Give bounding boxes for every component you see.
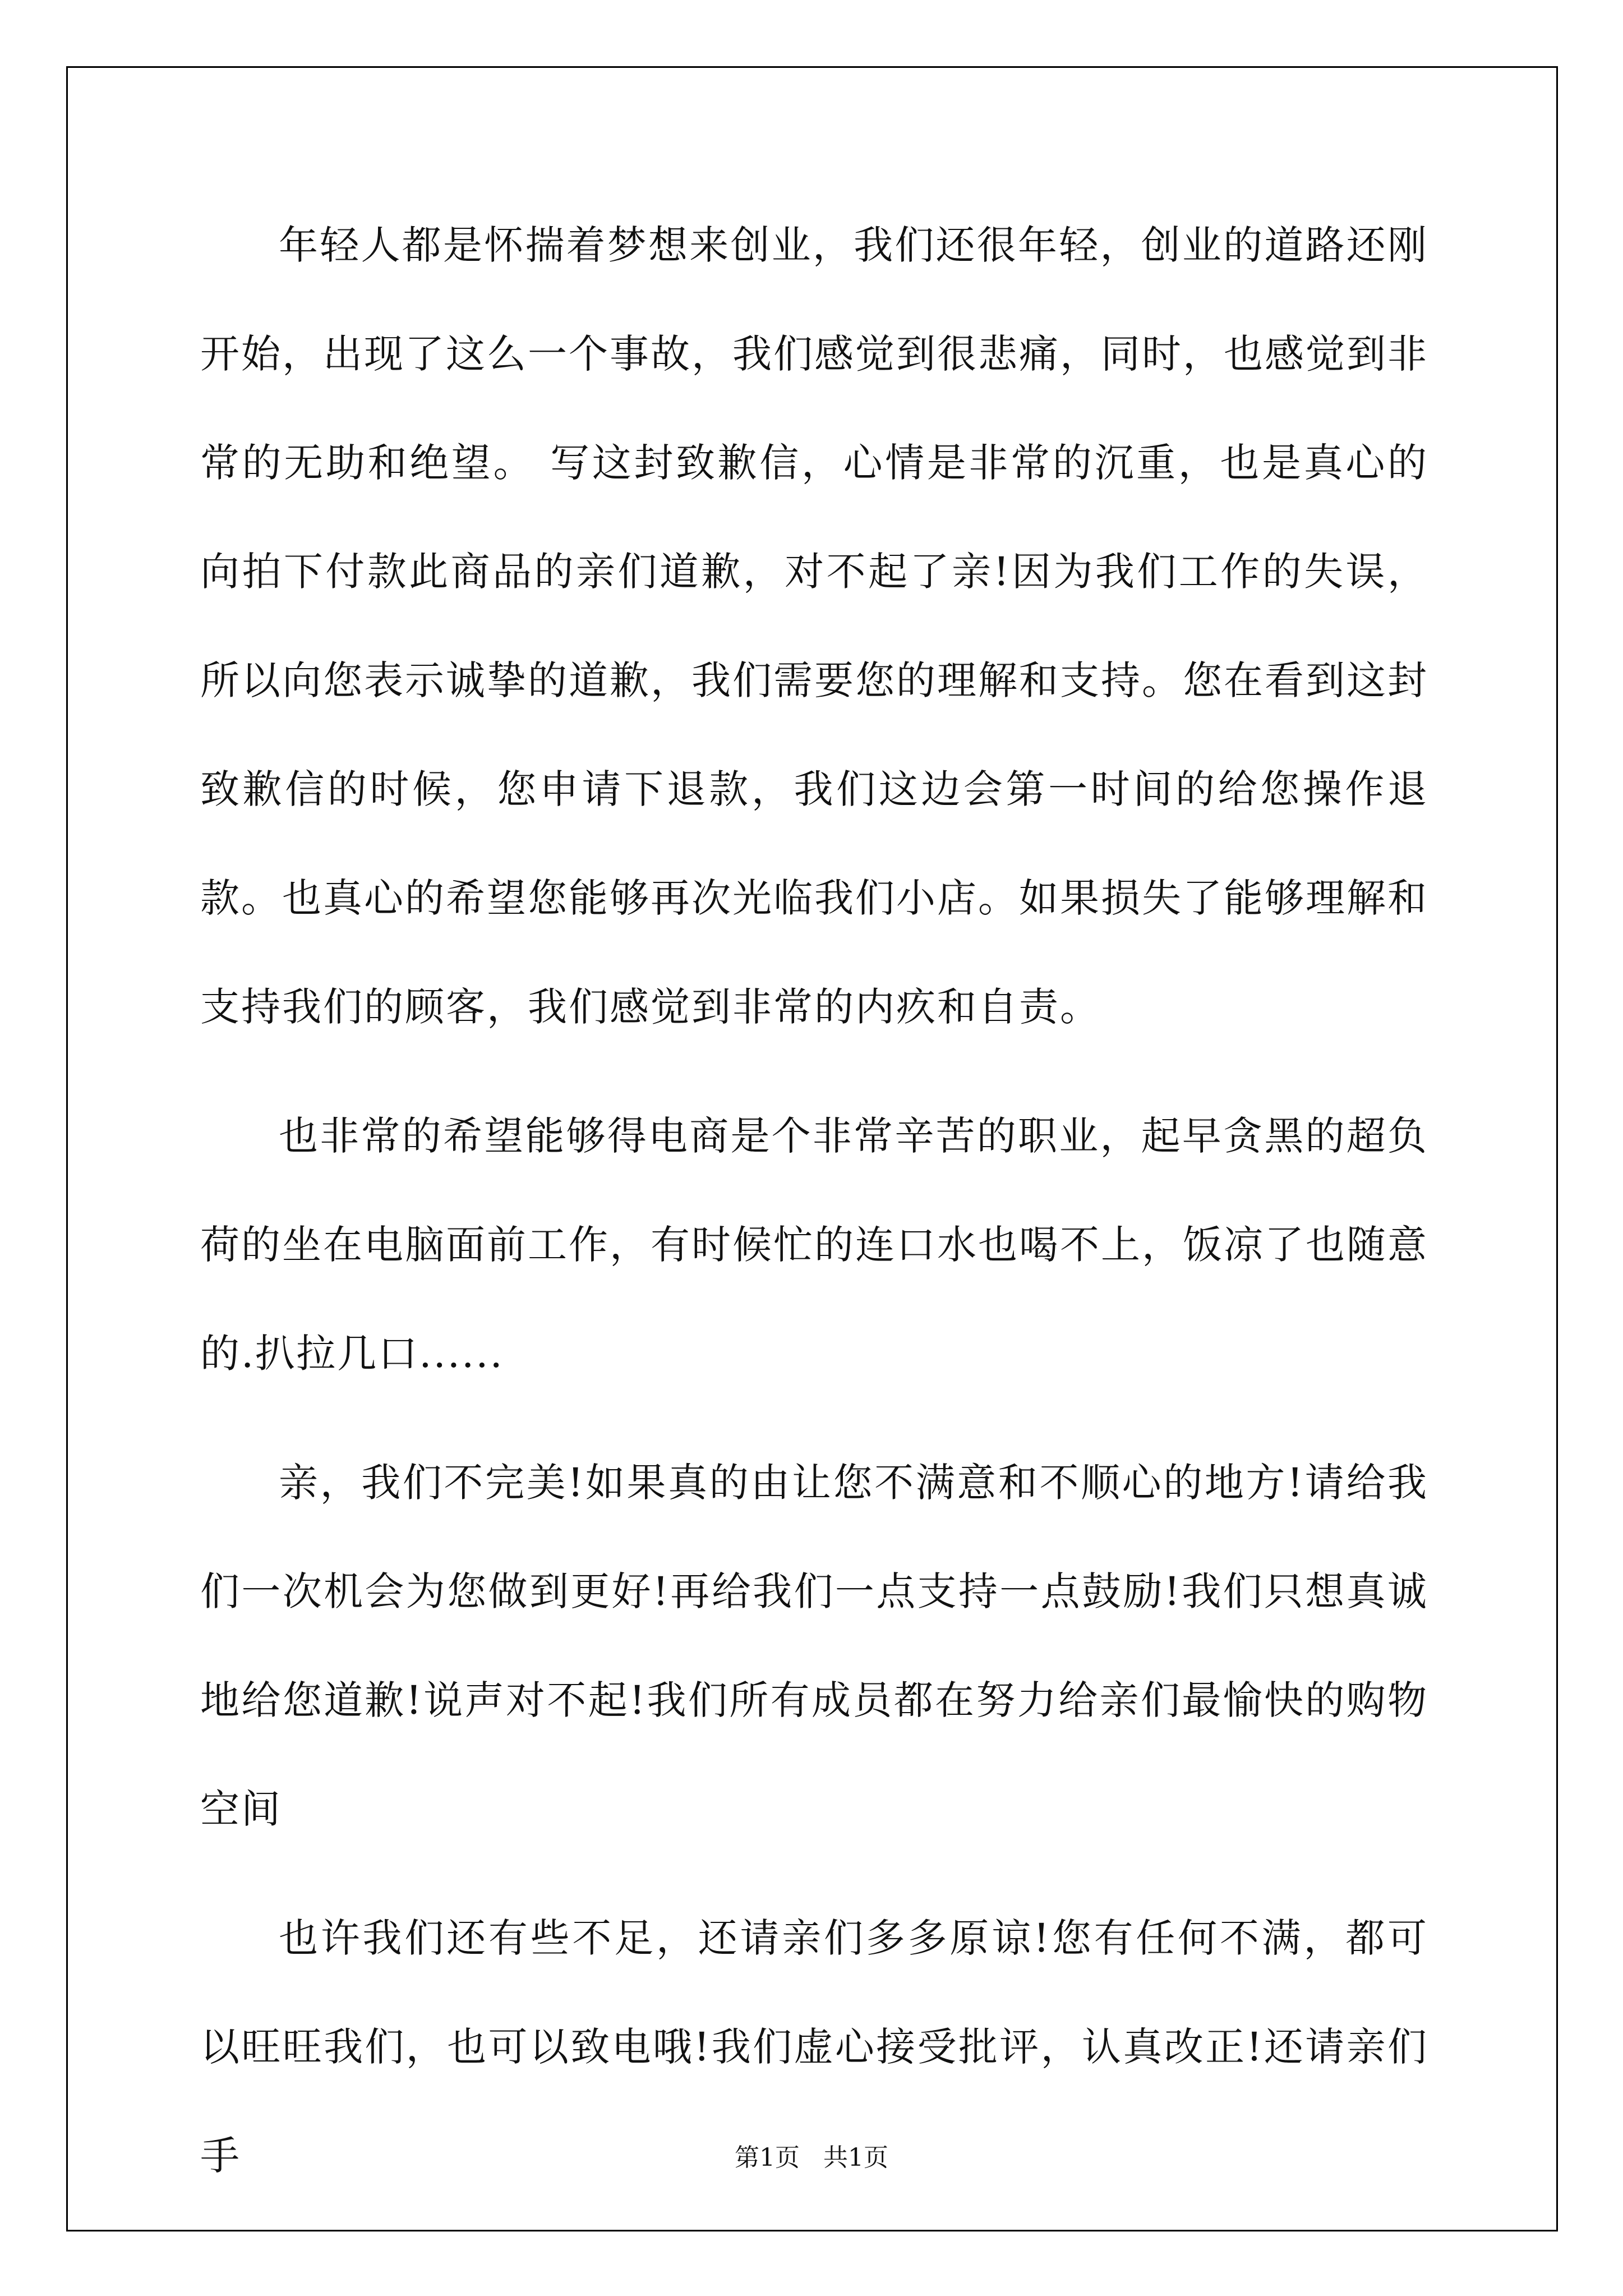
page-footer <box>0 2137 1623 2173</box>
page-number: 第1页 <box>735 2143 800 2172</box>
paragraph-1: 年轻人都是怀揣着梦想来创业，我们还很年轻，创业的道路还刚开始，出现了这么一个事故，我们感觉到很悲痛，同时，也感觉到非常的无助和绝望。 写这封致歉信，心情是非常的沉重，也是真心的向拍下付款此商品的亲们道歉，对不起了亲!因为我们工作的失误，所以向您表示诚挚的道歉，我们需要您的理解和支持。您在看到这封致歉信的时候，您申请下退款，我们这边会第一时间的给您操作退款。也真心的希望您能够再次光临我们小店。如果损失了能够理解和支持我们的顾客，我们感觉到非常的内疚和自责。 <box>200 222 1428 1030</box>
paragraph-2: 也非常的希望能够得电商是个非常辛苦的职业，起早贪黑的超负荷的坐在电脑面前工作，有时候忙的连口水也喝不上，饭凉了也随意的.扒拉几口...... <box>200 1113 1428 1377</box>
page-total: 共1页 <box>823 2143 888 2172</box>
paragraph-4: 也许我们还有些不足，还请亲们多多原谅!您有任何不满，都可以旺旺我们，也可以致电哦!我们虚心接受批评，认真改正!还请亲们手 <box>200 1915 1428 2179</box>
document-body <box>200 191 1428 2230</box>
paragraph-3: 亲，我们不完美!如果真的由让您不满意和不顺心的地方!请给我们一次机会为您做到更好!再给我们一点支持一点鼓励!我们只想真诚地给您道歉!说声对不起!我们所有成员都在努力给亲们最愉快的购物空间 <box>200 1460 1428 1832</box>
